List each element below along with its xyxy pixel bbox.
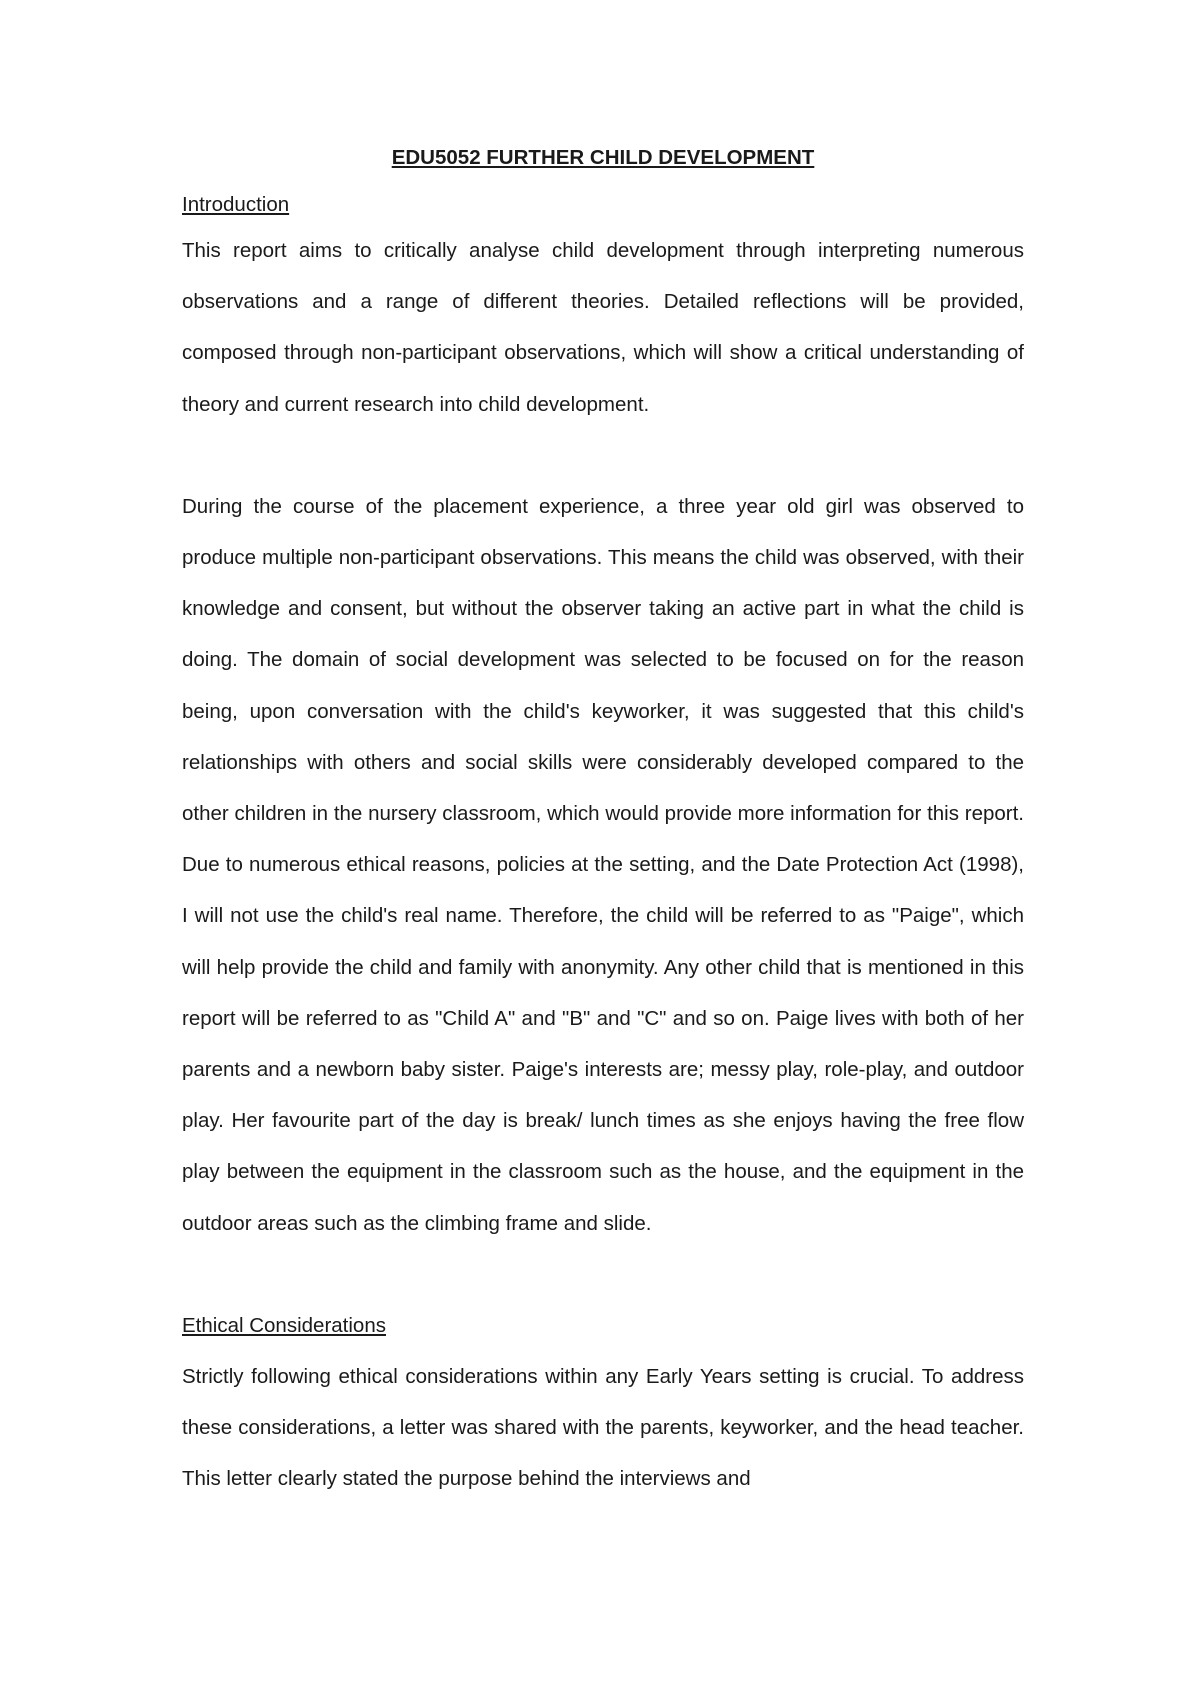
introduction-paragraph-2: During the course of the placement experience, a three year old girl was observed to produce multiple non-participant observations. This means the child was observed, with their knowledge and consent, but without the observer taking an active part in what the child is doing. The domain of social development was selected to be focused on for the reason being, upon conversation with the child's keyworker, it was suggested that this child's relationships with others and social skills were considerably developed compared to the other children in the nursery classroom, which would provide more information for this report. Due to numerous ethical reasons, policies at the setting, and the Date Protection Act (1998), I will not use the child's real name. Therefore, the child will be referred to as "Paige", which will help provide the child and family with anonymity. Any other child that is mentioned in this report will be referred to as "Child A" and "B" and "C" and so on. Paige lives with both of her parents and a newborn baby sister. Paige's interests are; messy play, role-play, and outdoor play. Her favourite part of the day is break/ lunch times as she enjoys having the free flow play between the equipment in the classroom such as the house, and the equipment in the outdoor areas such as the climbing frame and slide. <box>182 494 1024 1235</box>
paragraph-gap <box>182 1249 1024 1300</box>
paragraph-gap <box>182 430 1024 481</box>
introduction-paragraph-1: This report aims to critically analyse child development through interpreting numerous observations and a range of different theories. Detailed reflections will be provided, composed through non-participant observations, which will show a critical understanding of theory and current research into child development. <box>182 239 1024 416</box>
section-heading-ethical-considerations: Ethical Considerations <box>182 1313 386 1337</box>
section-heading-introduction: Introduction <box>182 193 290 216</box>
document-title: EDU5052 FURTHER CHILD DEVELOPMENT <box>391 146 815 169</box>
ethical-considerations-paragraph-1: Strictly following ethical considerations within any Early Years setting is crucial. To address these considerations, a letter was shared with the parents, keyworker, and the head teacher. This letter clearly stated the purpose behind the interviews and <box>182 1365 1024 1491</box>
document-body <box>182 141 1024 1505</box>
